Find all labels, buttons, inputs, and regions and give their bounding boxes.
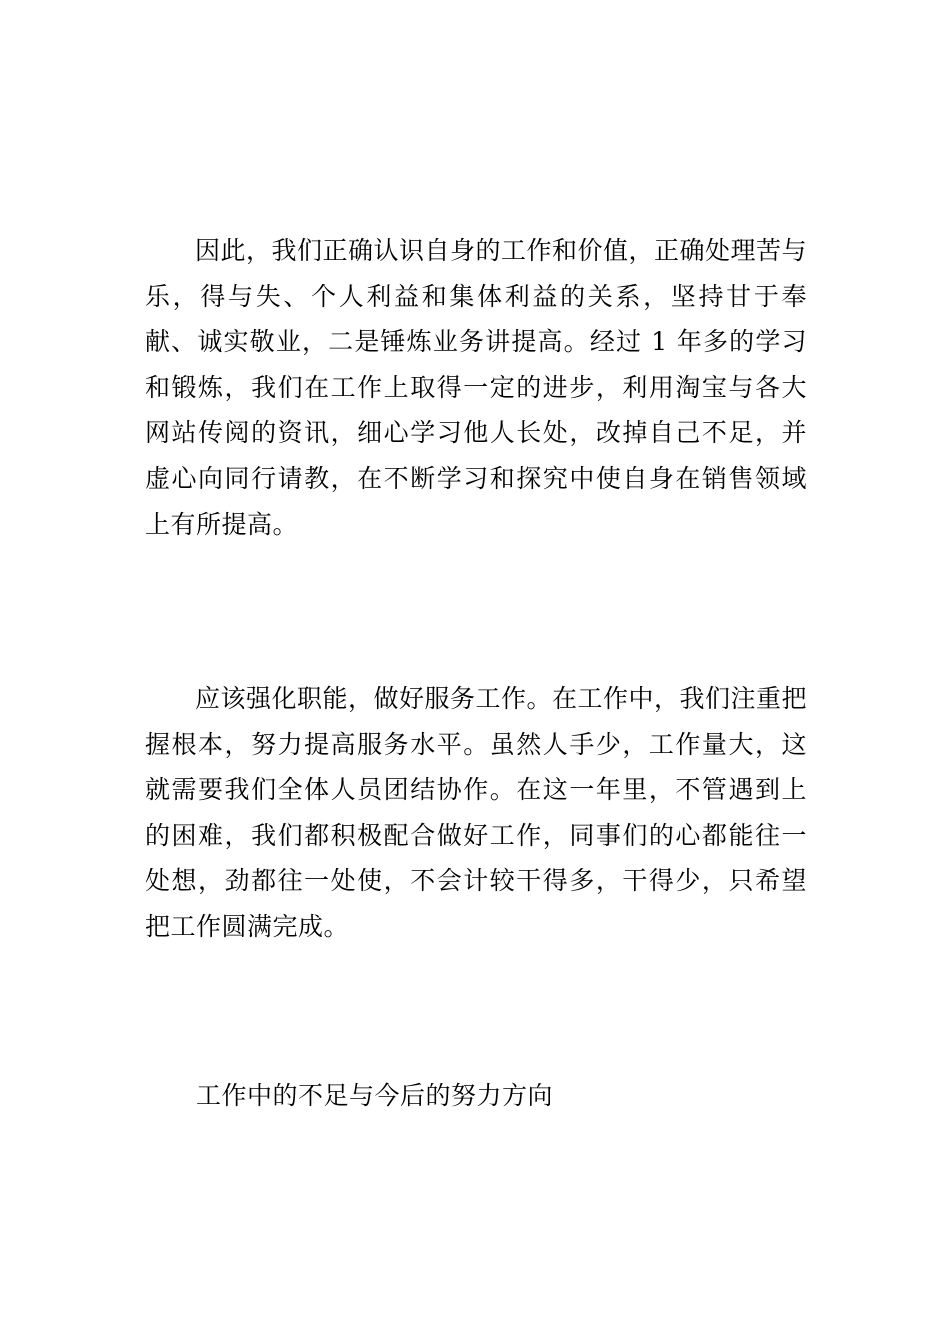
body-paragraph-2: 应该强化职能，做好服务工作。在工作中，我们注重把握根本，努力提高服务水平。虽然人手少，工作量大，这就需要我们全体人员团结协作。在这一年里，不管遇到上的困难，我们都积极配合做好工作，同事们的心都能往一处想，劲都往一处使，不会计较干得多，干得少，只希望把工作圆满完成。 <box>145 684 808 941</box>
section-heading: 工作中的不足与今后的努力方向 <box>196 1081 554 1110</box>
body-paragraph-1: 因此，我们正确认识自身的工作和价值，正确处理苦与乐，得与失、个人利益和集体利益的关系，坚持甘于奉献、诚实敬业，二是锤炼业务讲提高。经过 1 年多的学习和锻炼，我们在工作上取得一定的进步，利用淘宝与各大网站传阅的资讯，细心学习他人长处，改掉自己不足，并虚心向同行请教，在不断学习和探究中使自身在销售领域上有所提高。 <box>145 236 808 539</box>
